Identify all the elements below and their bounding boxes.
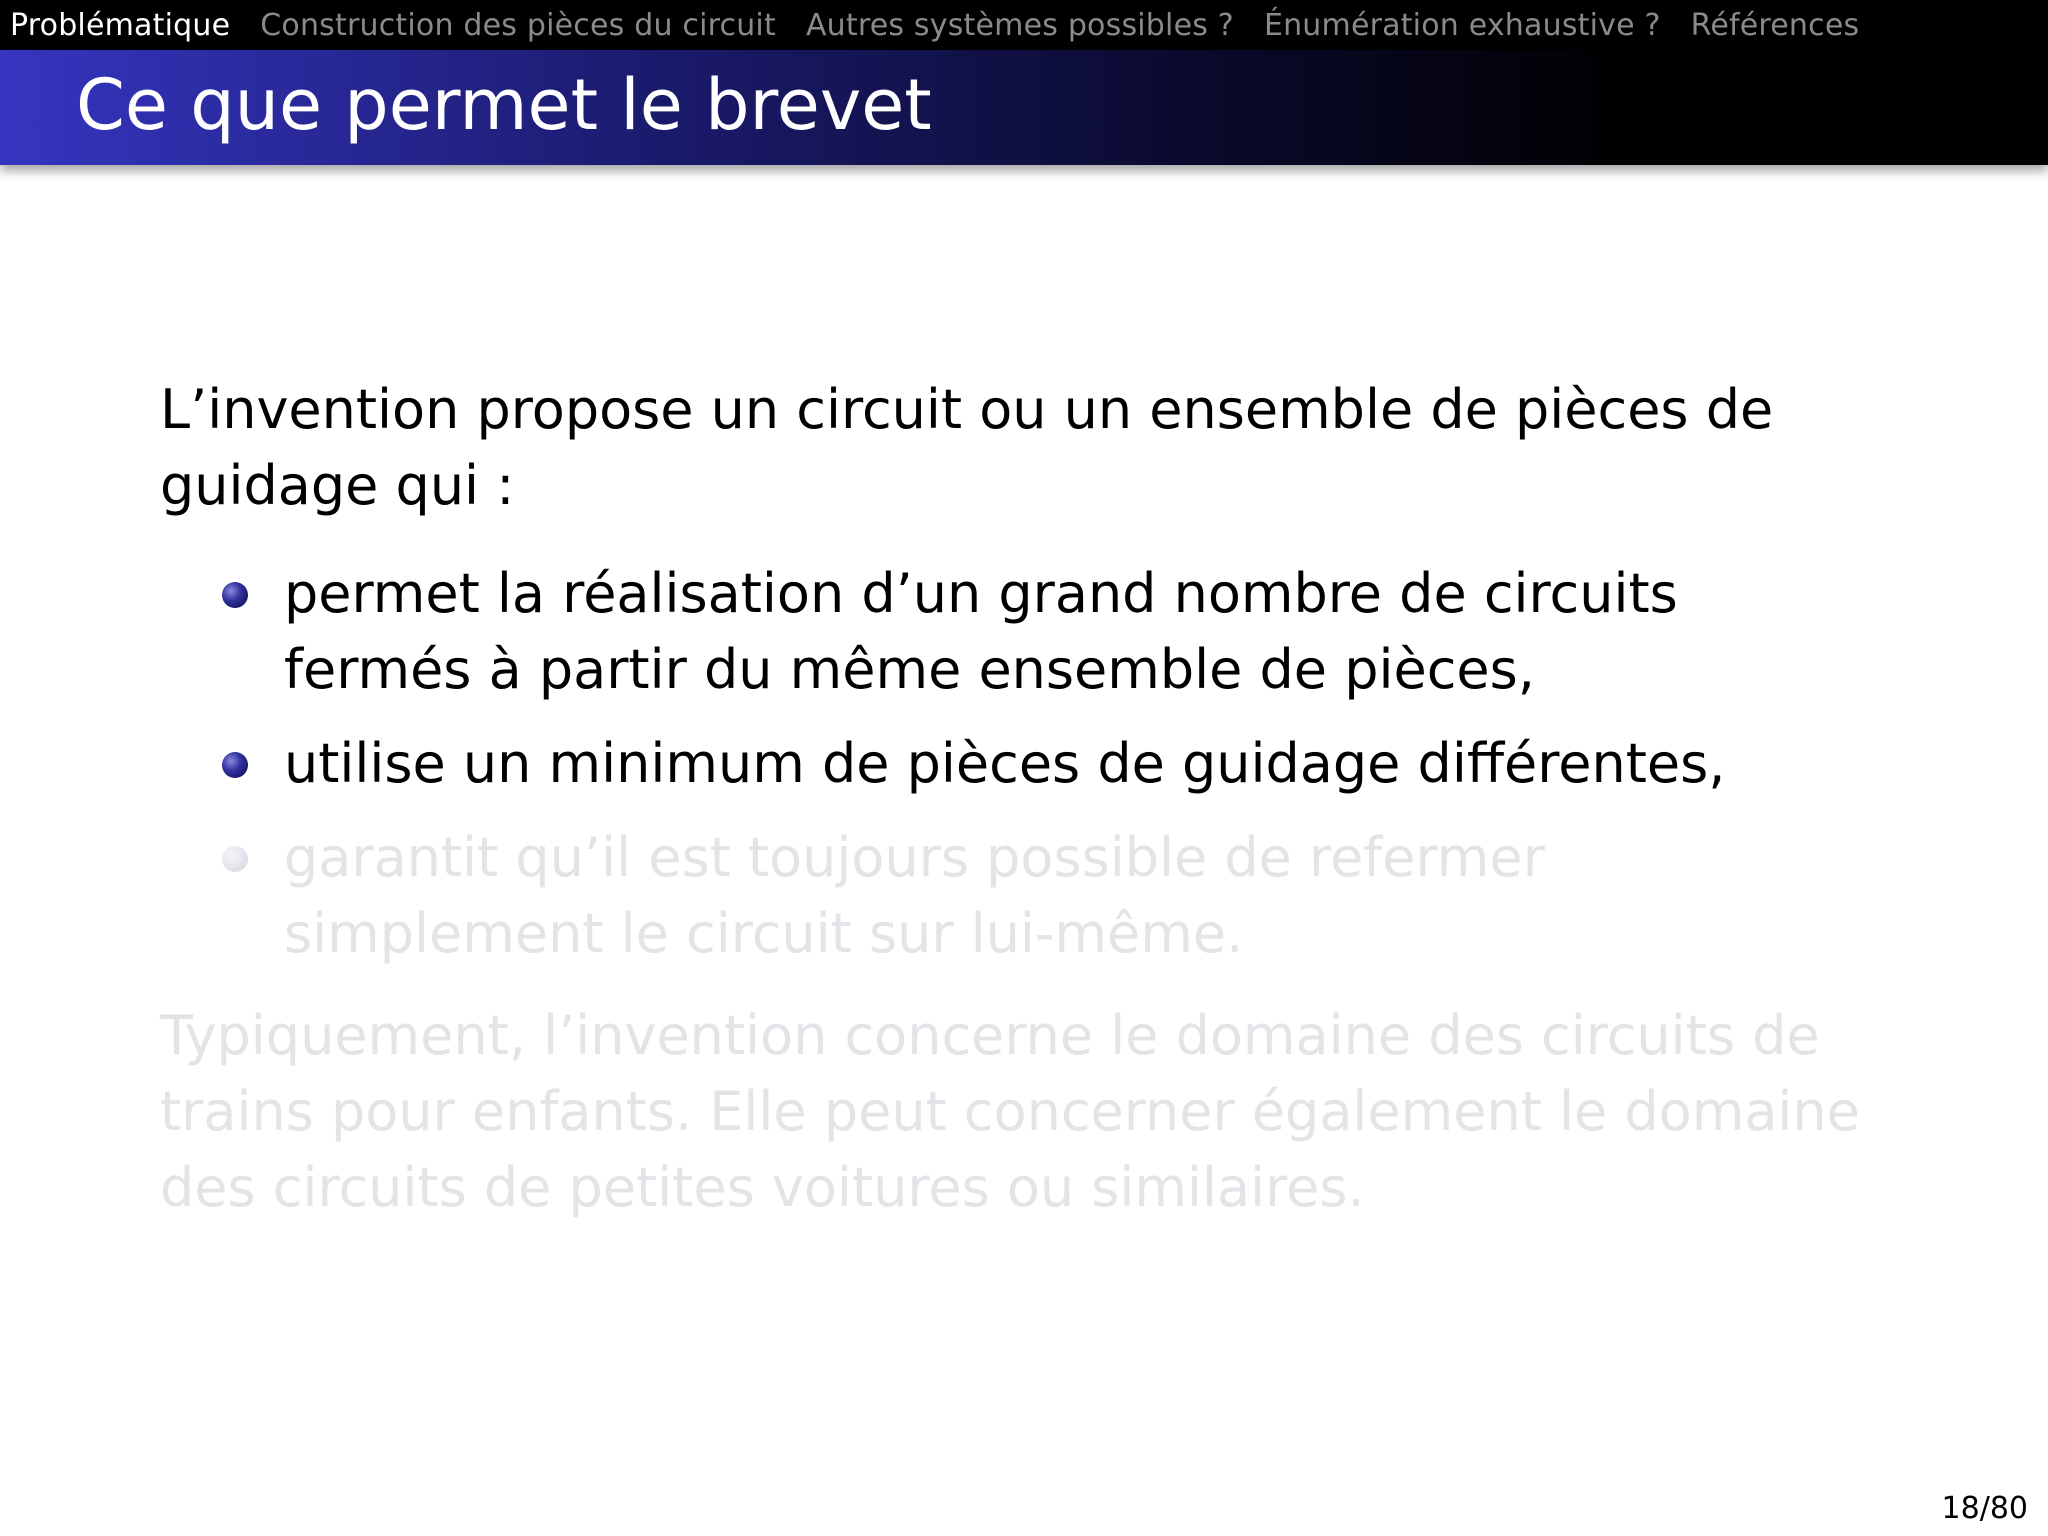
slide-content xyxy=(160,372,1900,1226)
nav-item-references[interactable]: Références xyxy=(1690,7,1860,43)
bullet-item xyxy=(160,726,1900,802)
bullet-ball-icon xyxy=(222,582,248,608)
frame-title-band xyxy=(0,50,2048,165)
closing-paragraph: Typiquement, l’invention concerne le domaine des circuits de trains pour enfants. Elle peut concerner également le domaine des circuits de petites voitures ou similaires. xyxy=(160,1004,1860,1219)
nav-item-autres-systemes[interactable]: Autres systèmes possibles ? xyxy=(805,7,1234,43)
bullet-ball-icon xyxy=(222,752,248,778)
bullet-text: permet la réalisation d’un grand nombre de circuits fermés à partir du même ensemble de pièces, xyxy=(284,562,1678,701)
section-navigation-bar xyxy=(0,0,2048,50)
frame-title: Ce que permet le brevet xyxy=(76,64,932,146)
bullet-text: garantit qu’il est toujours possible de refermer simplement le circuit sur lui-même. xyxy=(284,826,1545,965)
nav-item-problematique[interactable]: Problématique xyxy=(10,7,231,43)
bullet-ball-icon xyxy=(222,846,248,872)
nav-item-construction[interactable]: Construction des pièces du circuit xyxy=(260,7,776,43)
nav-item-enumeration[interactable]: Énumération exhaustive ? xyxy=(1263,7,1661,43)
bullet-text: utilise un minimum de pièces de guidage différentes, xyxy=(284,732,1726,795)
bullet-item xyxy=(160,556,1900,708)
page-number: 18/80 xyxy=(1941,1491,2028,1526)
intro-paragraph: L’invention propose un circuit ou un ensemble de pièces de guidage qui : xyxy=(160,378,1774,517)
bullet-item-faded xyxy=(160,820,1900,972)
bullet-list xyxy=(160,556,1900,972)
